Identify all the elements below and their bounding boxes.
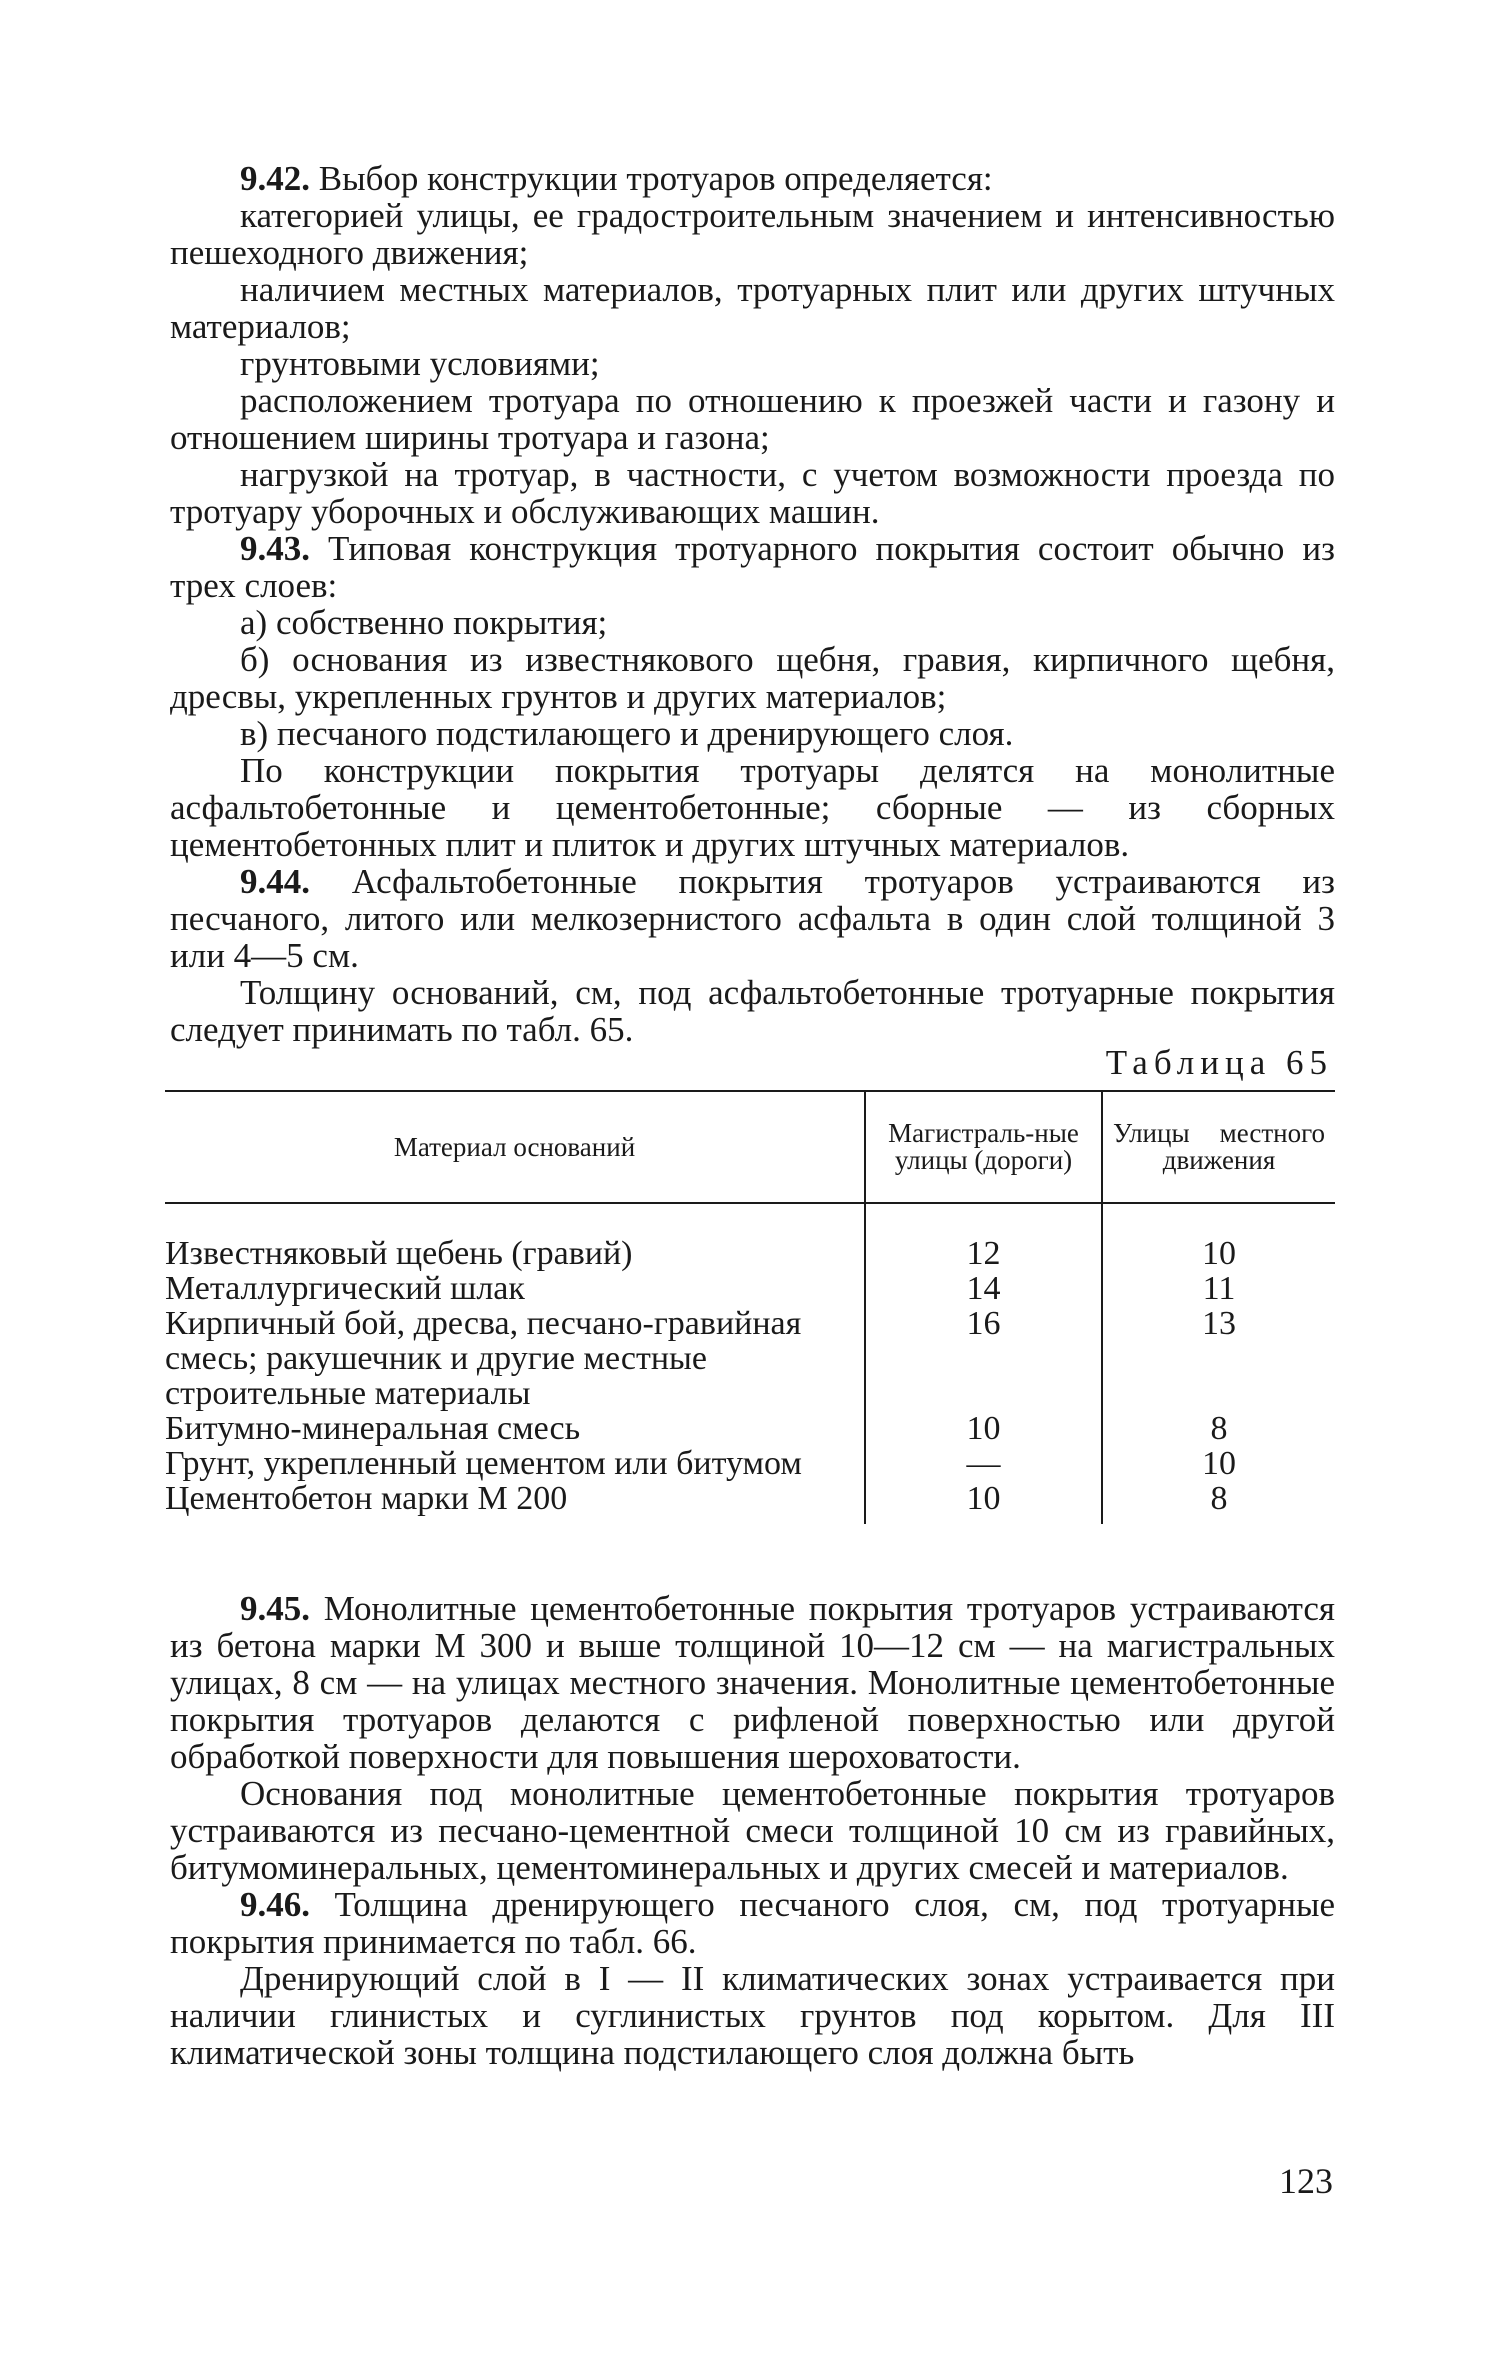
cell-main: 10 xyxy=(865,1411,1102,1446)
cell-main: — xyxy=(865,1446,1102,1481)
list-item-b: б) основания из известнякового щебня, гравия, кирпичного щебня, дресвы, укрепленных грунтов и других материалов; xyxy=(170,640,1335,716)
paragraph-text: Выбор конструкции тротуаров определяется: xyxy=(310,159,993,198)
table-row xyxy=(165,1481,1335,1524)
clause-number: 9.43. xyxy=(240,529,310,568)
cell-main: 16 xyxy=(865,1306,1102,1411)
paragraph: нагрузкой на тротуар, в частности, с учетом возможности проезда по тротуару уборочных и обслуживающих машин. xyxy=(170,455,1335,531)
cell-material: Кирпичный бой, дресва, песчано-гравийная смесь; ракушечник и другие местные строительные материалы xyxy=(165,1306,865,1411)
cell-local: 10 xyxy=(1202,1445,1236,1482)
paragraph-text: Типовая конструкция тротуарного покрытия состоит обычно из трех слоев: xyxy=(170,529,1335,605)
paragraph: По конструкции покрытия тротуары делятся на монолитные асфальтобетонные и цементобетонные; сборные — из сборных цементобетонных плит и плиток и других штучных материалов. xyxy=(170,751,1335,864)
clause-number: 9.46. xyxy=(240,1885,310,1924)
cell-material: Известняковый щебень (гравий) xyxy=(165,1203,865,1271)
header-local-streets: Улицы местного движения xyxy=(1102,1091,1335,1203)
cell-local: 13 xyxy=(1202,1305,1236,1342)
cell-local: 11 xyxy=(1202,1270,1236,1307)
table-row xyxy=(165,1271,1335,1306)
clause-number: 9.44. xyxy=(240,862,310,901)
table-65 xyxy=(165,1090,1335,1524)
paragraph-9-44 xyxy=(170,863,1335,974)
paragraph: Дренирующий слой в I — II климатических зонах устраивается при наличии глинистых и суглинистых грунтов под корытом. Для III климатической зоны толщина подстилающего слоя должна быть xyxy=(170,1959,1335,2072)
list-item-c: в) песчаного подстилающего и дренирующего слоя. xyxy=(240,714,1014,753)
paragraph-9-43 xyxy=(170,530,1335,604)
table-row xyxy=(165,1411,1335,1446)
cell-main: 14 xyxy=(865,1271,1102,1306)
paragraph: Основания под монолитные цементобетонные покрытия тротуаров устраиваются из песчано-цементной смеси толщиной 10 см из гравийных, битумоминеральных, цементоминеральных и других смесей и материалов. xyxy=(170,1774,1335,1887)
clause-number: 9.42. xyxy=(240,159,310,198)
text-block-top xyxy=(170,160,1335,1048)
paragraph: грунтовыми условиями; xyxy=(240,344,600,383)
table-header-row xyxy=(165,1091,1335,1203)
paragraph-text: Монолитные цементобетонные покрытия тротуаров устраиваются из бетона марки М 300 и выше толщиной 10—12 см — на магистральных улицах, 8 см — на улицах местного значения. Монолитные цементобетонные покрытия тротуаров делаются с рифленой поверхностью или другой обработкой поверхности для повышения шероховатости. xyxy=(170,1589,1335,1776)
paragraph: наличием местных материалов, тротуарных плит или других штучных материалов; xyxy=(170,270,1335,346)
clause-number: 9.45. xyxy=(240,1589,310,1628)
paragraph-9-45 xyxy=(170,1590,1335,1775)
paragraph-text: Толщина дренирующего песчаного слоя, см, под тротуарные покрытия принимается по табл. 66. xyxy=(170,1885,1335,1961)
cell-material: Битумно-минеральная смесь xyxy=(165,1411,865,1446)
paragraph: Толщину оснований, см, под асфальтобетонные тротуарные покрытия следует принимать по табл. 65. xyxy=(170,973,1335,1049)
cell-main: 10 xyxy=(865,1481,1102,1524)
table-row xyxy=(165,1203,1335,1271)
cell-local: 8 xyxy=(1210,1410,1228,1447)
header-main-streets: Магистраль-ные улицы (дороги) xyxy=(865,1091,1102,1203)
header-material: Материал оснований xyxy=(165,1091,865,1203)
paragraph: расположением тротуара по отношению к проезжей части и газону и отношением ширины тротуара и газона; xyxy=(170,381,1335,457)
cell-material: Грунт, укрепленный цементом или битумом xyxy=(165,1446,865,1481)
cell-local: 10 xyxy=(1202,1235,1236,1272)
paragraph: категорией улицы, ее градостроительным значением и интенсивностью пешеходного движения; xyxy=(170,196,1335,272)
page-number: 123 xyxy=(1279,2161,1333,2201)
text-block-bottom xyxy=(170,1590,1335,2071)
table-row xyxy=(165,1446,1335,1481)
cell-local: 8 xyxy=(1210,1480,1228,1517)
cell-material: Цементобетон марки М 200 xyxy=(165,1481,865,1524)
data-table xyxy=(165,1090,1335,1524)
paragraph-9-46 xyxy=(170,1886,1335,1960)
table-caption: Таблица 65 xyxy=(1105,1043,1333,1082)
table-row xyxy=(165,1306,1335,1411)
paragraph-9-42 xyxy=(170,160,1335,197)
paragraph-text: Асфальтобетонные покрытия тротуаров устраиваются из песчаного, литого или мелкозернистого асфальта в один слой толщиной 3 или 4—5 см. xyxy=(170,862,1335,975)
list-item-a: а) собственно покрытия; xyxy=(240,603,608,642)
cell-material: Металлургический шлак xyxy=(165,1271,865,1306)
cell-main: 12 xyxy=(865,1203,1102,1271)
